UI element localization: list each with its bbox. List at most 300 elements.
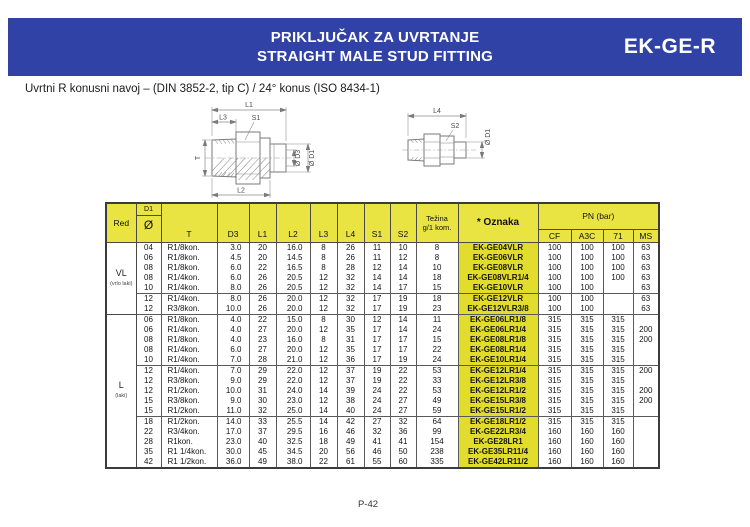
cell-a3c: 160 xyxy=(571,427,603,437)
cell-l2: 15.0 xyxy=(276,314,310,325)
cell-a3c: 315 xyxy=(571,406,603,417)
cell-l4: 49 xyxy=(337,437,364,447)
table-row xyxy=(106,335,659,345)
cell-pn71: 315 xyxy=(603,376,633,386)
cell-cf: 160 xyxy=(538,427,571,437)
cell-l4: 32 xyxy=(337,304,364,315)
cell-l3: 20 xyxy=(310,447,337,457)
cell-l1: 33 xyxy=(249,416,276,427)
spec-table xyxy=(105,202,660,469)
cell-d1: 15 xyxy=(136,406,161,417)
table-row xyxy=(106,263,659,273)
cell-weight: 8 xyxy=(416,242,458,253)
cell-d1: 12 xyxy=(136,365,161,376)
cell-oznaka: EK-GE12LR1/4 xyxy=(458,365,538,376)
cell-a3c: 100 xyxy=(571,253,603,263)
cell-t: R1/4kon. xyxy=(161,293,217,304)
cell-ms: 63 xyxy=(633,253,659,263)
cell-l2: 14.5 xyxy=(276,253,310,263)
cell-oznaka: EK-GE12LR1/2 xyxy=(458,386,538,396)
cell-ms: 200 xyxy=(633,335,659,345)
table-row xyxy=(106,242,659,253)
cell-l4: 26 xyxy=(337,242,364,253)
cell-weight: 49 xyxy=(416,396,458,406)
cell-d1: 10 xyxy=(136,283,161,294)
cell-ms: 63 xyxy=(633,304,659,315)
table-row xyxy=(106,355,659,366)
cell-l1: 26 xyxy=(249,283,276,294)
cell-l1: 40 xyxy=(249,437,276,447)
cell-pn71: 315 xyxy=(603,355,633,366)
cell-oznaka: EK-GE15LR1/2 xyxy=(458,406,538,417)
cell-t: R3/8kon. xyxy=(161,376,217,386)
cell-t: R3/8kon. xyxy=(161,304,217,315)
cell-pn71: 315 xyxy=(603,325,633,335)
cell-s1: 17 xyxy=(364,325,390,335)
cell-a3c: 100 xyxy=(571,263,603,273)
cell-oznaka: EK-GE08LR1/8 xyxy=(458,335,538,345)
cell-d1: 06 xyxy=(136,314,161,325)
col-header-d1-label: D1 xyxy=(137,204,161,216)
cell-d1: 22 xyxy=(136,427,161,437)
dim-label-d3: Ø D3 xyxy=(295,149,302,167)
cell-l3: 8 xyxy=(310,335,337,345)
cell-l4: 39 xyxy=(337,386,364,396)
cell-oznaka: EK-GE18LR1/2 xyxy=(458,416,538,427)
cell-l4: 37 xyxy=(337,376,364,386)
cell-d1: 12 xyxy=(136,376,161,386)
table-row xyxy=(106,304,659,315)
table-row xyxy=(106,447,659,457)
cell-l4: 28 xyxy=(337,263,364,273)
cell-l1: 22 xyxy=(249,314,276,325)
cell-l4: 40 xyxy=(337,406,364,417)
table-row xyxy=(106,325,659,335)
series-label: L xyxy=(118,380,124,390)
cell-s1: 17 xyxy=(364,293,390,304)
cell-weight: 8 xyxy=(416,253,458,263)
col-header-d3: D3 xyxy=(217,203,249,242)
cell-l1: 26 xyxy=(249,273,276,283)
cell-l2: 20.5 xyxy=(276,283,310,294)
cell-s1: 32 xyxy=(364,427,390,437)
cell-l2: 25.5 xyxy=(276,416,310,427)
cell-cf: 100 xyxy=(538,253,571,263)
cell-s1: 11 xyxy=(364,242,390,253)
cell-s2: 17 xyxy=(390,335,416,345)
cell-cf: 315 xyxy=(538,416,571,427)
table-row xyxy=(106,406,659,417)
cell-s2: 19 xyxy=(390,293,416,304)
cell-cf: 315 xyxy=(538,376,571,386)
cell-oznaka: EK-GE06LR1/8 xyxy=(458,314,538,325)
cell-cf: 315 xyxy=(538,325,571,335)
cell-l2: 23.0 xyxy=(276,396,310,406)
cell-l3: 16 xyxy=(310,427,337,437)
cell-a3c: 315 xyxy=(571,416,603,427)
cell-l3: 12 xyxy=(310,396,337,406)
cell-d3: 10.0 xyxy=(217,386,249,396)
cell-cf: 100 xyxy=(538,283,571,294)
cell-ms: 63 xyxy=(633,242,659,253)
cell-cf: 315 xyxy=(538,335,571,345)
cell-cf: 160 xyxy=(538,447,571,457)
cell-s1: 17 xyxy=(364,335,390,345)
cell-d1: 10 xyxy=(136,355,161,366)
cell-weight: 24 xyxy=(416,325,458,335)
cell-l2: 16.0 xyxy=(276,242,310,253)
series-sublabel: (vrlo laki) xyxy=(110,280,133,287)
table-row xyxy=(106,427,659,437)
cell-cf: 315 xyxy=(538,406,571,417)
table-row xyxy=(106,314,659,325)
cell-l3: 12 xyxy=(310,355,337,366)
cell-cf: 100 xyxy=(538,273,571,283)
cell-pn71: 315 xyxy=(603,396,633,406)
cell-a3c: 315 xyxy=(571,345,603,355)
cell-l1: 22 xyxy=(249,263,276,273)
cell-s1: 24 xyxy=(364,396,390,406)
cell-a3c: 315 xyxy=(571,365,603,376)
cell-weight: 11 xyxy=(416,314,458,325)
cell-l3: 14 xyxy=(310,406,337,417)
col-header-oznaka: * Oznaka xyxy=(458,203,538,242)
cell-pn71 xyxy=(603,283,633,294)
cell-d3: 8.0 xyxy=(217,283,249,294)
cell-t: R1/4kon. xyxy=(161,355,217,366)
cell-l1: 30 xyxy=(249,396,276,406)
cell-d3: 23.0 xyxy=(217,437,249,447)
cell-l2: 20.5 xyxy=(276,273,310,283)
cell-d3: 6.0 xyxy=(217,273,249,283)
cell-s1: 19 xyxy=(364,365,390,376)
dim-label-l2: L2 xyxy=(237,187,245,195)
col-header-ms: MS xyxy=(633,229,659,242)
cell-s2: 14 xyxy=(390,314,416,325)
cell-s1: 14 xyxy=(364,283,390,294)
cell-oznaka: EK-GE04VLR xyxy=(458,242,538,253)
cell-l2: 20.0 xyxy=(276,325,310,335)
col-header-l2: L2 xyxy=(276,203,310,242)
cell-d3: 7.0 xyxy=(217,355,249,366)
dim-label-t: T xyxy=(195,155,202,161)
cell-l2: 24.0 xyxy=(276,386,310,396)
cell-l2: 25.0 xyxy=(276,406,310,417)
cell-s2: 19 xyxy=(390,355,416,366)
col-header-l3: L3 xyxy=(310,203,337,242)
col-header-71: 71 xyxy=(603,229,633,242)
cell-ms: 63 xyxy=(633,263,659,273)
header-band xyxy=(8,18,742,76)
cell-ms xyxy=(633,314,659,325)
cell-weight: 53 xyxy=(416,386,458,396)
col-header-weight-line2: g/1 kom. xyxy=(422,222,452,232)
cell-d1: 08 xyxy=(136,335,161,345)
cell-t: R1/4kon. xyxy=(161,345,217,355)
cell-d1: 15 xyxy=(136,396,161,406)
cell-l3: 12 xyxy=(310,325,337,335)
cell-s1: 11 xyxy=(364,253,390,263)
fitting-cross-section-diagram xyxy=(192,98,352,202)
cell-ms: 200 xyxy=(633,365,659,376)
cell-oznaka: EK-GE42LR11/2 xyxy=(458,457,538,468)
cell-d1: 12 xyxy=(136,386,161,396)
dim-label-l1: L1 xyxy=(245,102,253,109)
cell-l4: 36 xyxy=(337,355,364,366)
cell-l4: 32 xyxy=(337,273,364,283)
cell-l1: 28 xyxy=(249,355,276,366)
dim-label-l4: L4 xyxy=(433,108,441,115)
cell-a3c: 160 xyxy=(571,447,603,457)
cell-a3c: 315 xyxy=(571,386,603,396)
cell-l3: 18 xyxy=(310,437,337,447)
cell-l2: 34.5 xyxy=(276,447,310,457)
cell-s2: 22 xyxy=(390,376,416,386)
cell-s1: 12 xyxy=(364,263,390,273)
cell-cf: 315 xyxy=(538,345,571,355)
cell-l4: 37 xyxy=(337,365,364,376)
cell-s2: 12 xyxy=(390,253,416,263)
col-header-l1: L1 xyxy=(249,203,276,242)
series-label: VL xyxy=(115,267,127,278)
cell-d3: 6.0 xyxy=(217,263,249,273)
cell-t: R1/4kon. xyxy=(161,273,217,283)
cell-s2: 14 xyxy=(390,263,416,273)
cell-l2: 20.0 xyxy=(276,304,310,315)
cell-pn71: 160 xyxy=(603,437,633,447)
cell-l1: 45 xyxy=(249,447,276,457)
table-row xyxy=(106,376,659,386)
cell-d3: 7.0 xyxy=(217,365,249,376)
cell-s2: 19 xyxy=(390,304,416,315)
cell-l3: 22 xyxy=(310,457,337,468)
cell-l4: 42 xyxy=(337,416,364,427)
dim-label-d1-right: Ø D1 xyxy=(485,128,492,146)
cell-oznaka: EK-GE10LR1/4 xyxy=(458,355,538,366)
col-header-s1: S1 xyxy=(364,203,390,242)
cell-pn71: 160 xyxy=(603,447,633,457)
cell-s1: 24 xyxy=(364,386,390,396)
cell-pn71: 315 xyxy=(603,345,633,355)
cell-t: R1/4kon. xyxy=(161,365,217,376)
col-header-a3c: A3C xyxy=(571,229,603,242)
cell-s2: 27 xyxy=(390,406,416,417)
cell-pn71 xyxy=(603,304,633,315)
cell-l2: 20.0 xyxy=(276,293,310,304)
cell-cf: 100 xyxy=(538,242,571,253)
cell-d3: 17.0 xyxy=(217,427,249,437)
cell-oznaka: EK-GE08VLR1/4 xyxy=(458,273,538,283)
cell-d3: 4.5 xyxy=(217,253,249,263)
cell-t: R1/4kon. xyxy=(161,325,217,335)
col-header-s2: S2 xyxy=(390,203,416,242)
cell-l1: 27 xyxy=(249,325,276,335)
cell-l3: 12 xyxy=(310,273,337,283)
cell-d3: 4.0 xyxy=(217,335,249,345)
cell-l4: 30 xyxy=(337,314,364,325)
cell-oznaka: EK-GE12LR3/8 xyxy=(458,376,538,386)
cell-d3: 4.0 xyxy=(217,325,249,335)
cell-l4: 32 xyxy=(337,293,364,304)
cell-l1: 20 xyxy=(249,253,276,263)
cell-l4: 56 xyxy=(337,447,364,457)
cell-t: R1/2kon. xyxy=(161,406,217,417)
cell-weight: 238 xyxy=(416,447,458,457)
cell-weight: 18 xyxy=(416,293,458,304)
cell-weight: 59 xyxy=(416,406,458,417)
cell-l3: 12 xyxy=(310,293,337,304)
cell-pn71: 315 xyxy=(603,416,633,427)
cell-oznaka: EK-GE28LR1 xyxy=(458,437,538,447)
cell-weight: 99 xyxy=(416,427,458,437)
cell-d1: 18 xyxy=(136,416,161,427)
cell-l2: 29.5 xyxy=(276,427,310,437)
cell-s2: 10 xyxy=(390,242,416,253)
table-row xyxy=(106,416,659,427)
table-body xyxy=(106,242,659,468)
cell-s1: 46 xyxy=(364,447,390,457)
cell-l3: 12 xyxy=(310,283,337,294)
cell-s2: 17 xyxy=(390,283,416,294)
col-header-cf: CF xyxy=(538,229,571,242)
table-row xyxy=(106,437,659,447)
cell-pn71: 315 xyxy=(603,314,633,325)
cell-pn71: 315 xyxy=(603,335,633,345)
cell-l3: 12 xyxy=(310,304,337,315)
table-row xyxy=(106,273,659,283)
cell-cf: 160 xyxy=(538,457,571,468)
cell-pn71: 315 xyxy=(603,365,633,376)
cell-cf: 315 xyxy=(538,386,571,396)
cell-weight: 18 xyxy=(416,273,458,283)
cell-ms xyxy=(633,376,659,386)
cell-oznaka: EK-GE15LR3/8 xyxy=(458,396,538,406)
cell-d3: 14.0 xyxy=(217,416,249,427)
col-header-t: T xyxy=(161,203,217,242)
cell-oznaka: EK-GE08VLR xyxy=(458,263,538,273)
cell-oznaka: EK-GE08LR1/4 xyxy=(458,345,538,355)
cell-s1: 14 xyxy=(364,273,390,283)
cell-oznaka: EK-GE12VLR xyxy=(458,293,538,304)
cell-t: R1 1/2kon. xyxy=(161,457,217,468)
cell-a3c: 315 xyxy=(571,325,603,335)
table-row xyxy=(106,365,659,376)
cell-t: R1/8kon. xyxy=(161,242,217,253)
cell-s2: 32 xyxy=(390,416,416,427)
cell-s1: 12 xyxy=(364,314,390,325)
cell-l1: 49 xyxy=(249,457,276,468)
cell-pn71: 100 xyxy=(603,273,633,283)
cell-a3c: 315 xyxy=(571,355,603,366)
cell-oznaka: EK-GE06VLR xyxy=(458,253,538,263)
cell-t: R1/8kon. xyxy=(161,335,217,345)
col-header-d1-diameter xyxy=(136,203,161,242)
cell-l3: 12 xyxy=(310,345,337,355)
cell-s1: 19 xyxy=(364,376,390,386)
cell-s2: 14 xyxy=(390,325,416,335)
cell-d1: 08 xyxy=(136,345,161,355)
col-header-l4: L4 xyxy=(337,203,364,242)
cell-weight: 24 xyxy=(416,355,458,366)
table-row xyxy=(106,345,659,355)
cell-pn71: 100 xyxy=(603,242,633,253)
cell-pn71: 315 xyxy=(603,406,633,417)
cell-t: R1kon. xyxy=(161,437,217,447)
cell-a3c: 100 xyxy=(571,293,603,304)
cell-s2: 17 xyxy=(390,345,416,355)
cell-l1: 26 xyxy=(249,293,276,304)
cell-t: R1/8kon. xyxy=(161,253,217,263)
cell-a3c: 315 xyxy=(571,335,603,345)
table-row xyxy=(106,253,659,263)
cell-s2: 50 xyxy=(390,447,416,457)
cell-s1: 41 xyxy=(364,437,390,447)
cell-ms: 200 xyxy=(633,386,659,396)
cell-l1: 23 xyxy=(249,335,276,345)
cell-l2: 22.0 xyxy=(276,365,310,376)
cell-t: R1/2kon. xyxy=(161,416,217,427)
col-header-weight xyxy=(416,203,458,242)
dim-label-d1: Ø D1 xyxy=(309,149,316,167)
cell-a3c: 315 xyxy=(571,376,603,386)
cell-d3: 6.0 xyxy=(217,345,249,355)
dim-label-l3: L3 xyxy=(219,114,227,122)
cell-s1: 55 xyxy=(364,457,390,468)
cell-l4: 31 xyxy=(337,335,364,345)
cell-oznaka: EK-GE35LR11/4 xyxy=(458,447,538,457)
cell-weight: 154 xyxy=(416,437,458,447)
cell-d3: 4.0 xyxy=(217,314,249,325)
cell-s2: 36 xyxy=(390,427,416,437)
cell-ms xyxy=(633,406,659,417)
cell-cf: 315 xyxy=(538,365,571,376)
cell-ms: 63 xyxy=(633,273,659,283)
cell-l1: 29 xyxy=(249,376,276,386)
cell-cf: 100 xyxy=(538,304,571,315)
cell-l3: 8 xyxy=(310,314,337,325)
cell-l4: 32 xyxy=(337,283,364,294)
cell-d1: 06 xyxy=(136,253,161,263)
cell-ms: 63 xyxy=(633,283,659,294)
cell-l3: 8 xyxy=(310,253,337,263)
cell-d3: 10.0 xyxy=(217,304,249,315)
cell-l3: 8 xyxy=(310,263,337,273)
cell-s1: 27 xyxy=(364,416,390,427)
cell-a3c: 100 xyxy=(571,273,603,283)
cell-ms: 63 xyxy=(633,293,659,304)
cell-d3: 3.0 xyxy=(217,242,249,253)
cell-oznaka: EK-GE12VLR3/8 xyxy=(458,304,538,315)
cell-s2: 41 xyxy=(390,437,416,447)
cell-weight: 53 xyxy=(416,365,458,376)
cell-d3: 8.0 xyxy=(217,293,249,304)
cell-s1: 17 xyxy=(364,304,390,315)
cell-a3c: 160 xyxy=(571,457,603,468)
col-header-diameter-label: Ø xyxy=(143,218,154,232)
series-sublabel: (laki) xyxy=(115,393,128,399)
col-header-weight-line1: Težina xyxy=(426,213,448,223)
cell-weight: 15 xyxy=(416,335,458,345)
cell-t: R1/4kon. xyxy=(161,283,217,294)
cell-d1: 42 xyxy=(136,457,161,468)
cell-l1: 20 xyxy=(249,242,276,253)
cell-ms xyxy=(633,447,659,457)
cell-l3: 14 xyxy=(310,416,337,427)
cell-cf: 100 xyxy=(538,263,571,273)
cell-a3c: 100 xyxy=(571,283,603,294)
thread-spec-subtitle: Uvrtni R konusni navoj – (DIN 3852-2, tip C) / 24° konus (ISO 8434-1) xyxy=(25,83,380,95)
cell-pn71: 315 xyxy=(603,386,633,396)
